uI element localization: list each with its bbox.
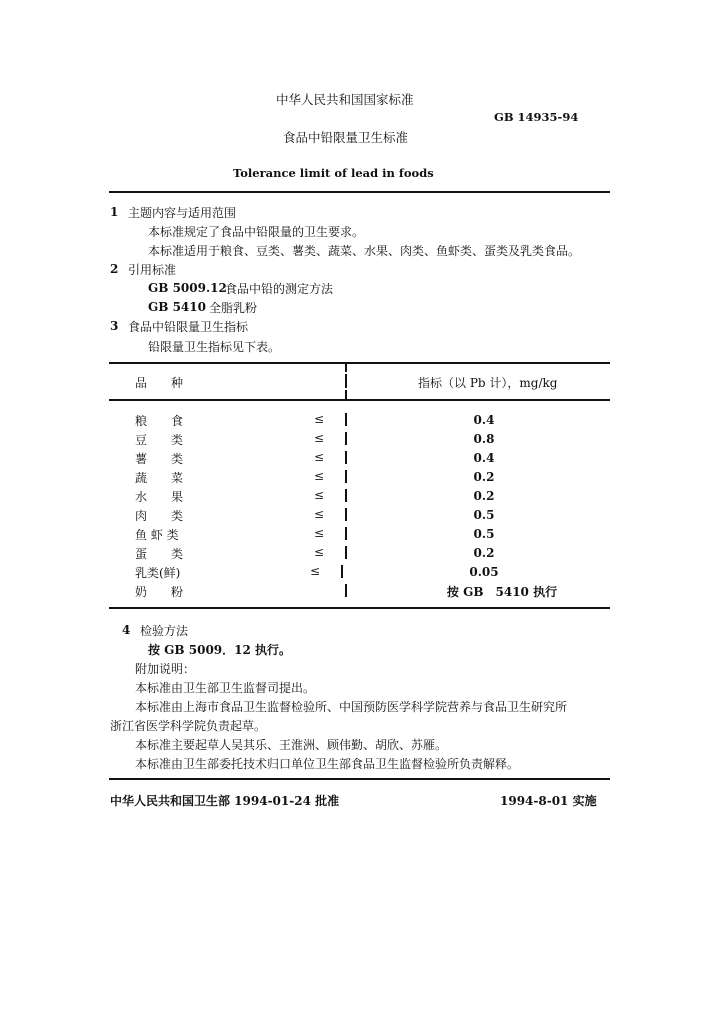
table-row-food: 豆 类 bbox=[135, 433, 184, 447]
table-row-divider bbox=[345, 489, 347, 502]
reference-1-name: 食品中铅的测定方法 bbox=[225, 282, 334, 296]
reference-2-name: 全脂乳粉 bbox=[209, 301, 258, 315]
appendix-note-2-continued: 浙江省医学科学院负责起草。 bbox=[110, 719, 267, 733]
section-4-paragraph: 按 GB 5009．12 执行。 bbox=[148, 643, 292, 657]
reference-1-code: GB 5009.12 bbox=[148, 281, 227, 295]
reference-2-code: GB 5410 bbox=[148, 300, 206, 314]
appendix-note-3: 本标准主要起草人吴其乐、王淮洲、顾伟勤、胡欣、苏雁。 bbox=[135, 738, 448, 752]
table-row-value: 0.2 bbox=[473, 546, 495, 560]
table-header-divider bbox=[345, 374, 347, 388]
table-top-rule bbox=[109, 362, 610, 364]
table-row-operator: ≤ bbox=[314, 507, 325, 521]
table-row-food: 鱼 虾 类 bbox=[135, 528, 179, 542]
section-1-title: 主题内容与适用范围 bbox=[128, 206, 237, 220]
header-rule bbox=[109, 191, 610, 193]
appendix-note-1: 本标准由卫生部卫生监督司提出。 bbox=[135, 681, 316, 695]
table-row-divider bbox=[345, 584, 347, 597]
table-row-divider bbox=[345, 527, 347, 540]
document-title-en: Tolerance limit of lead in foods bbox=[233, 166, 434, 180]
table-row-value: 0.05 bbox=[469, 565, 499, 579]
section-4-number: 4 bbox=[122, 623, 131, 637]
table-header-divider-top bbox=[345, 364, 347, 372]
table-row-divider bbox=[345, 432, 347, 445]
table-row-value: 0.2 bbox=[473, 489, 495, 503]
table-row-food: 蛋 类 bbox=[135, 547, 184, 561]
table-bottom-rule bbox=[109, 607, 610, 609]
table-row-operator: ≤ bbox=[314, 469, 325, 483]
table-row-divider bbox=[345, 508, 347, 521]
table-row-value: 0.4 bbox=[473, 413, 495, 427]
table-row-value: 0.4 bbox=[473, 451, 495, 465]
table-row-operator: ≤ bbox=[314, 450, 325, 464]
table-row-value: 0.8 bbox=[473, 432, 495, 446]
table-row-divider bbox=[341, 565, 343, 578]
approval-statement: 中华人民共和国卫生部 1994-01-24 批准 bbox=[110, 794, 340, 808]
section-2-title: 引用标准 bbox=[128, 263, 177, 277]
table-row-value: 按 GB 5410 执行 bbox=[446, 585, 558, 599]
table-row-food: 乳类(鲜) bbox=[135, 566, 181, 580]
footer-rule bbox=[109, 778, 610, 780]
section-2-number: 2 bbox=[110, 262, 119, 276]
section-1-paragraph-2: 本标准适用于粮食、豆类、薯类、蔬菜、水果、肉类、鱼虾类、蛋类及乳类食品。 bbox=[148, 244, 581, 258]
table-row-operator: ≤ bbox=[314, 488, 325, 502]
table-row-divider bbox=[345, 546, 347, 559]
table-row-food: 粮 食 bbox=[135, 414, 184, 428]
table-row-divider bbox=[345, 451, 347, 464]
section-3-number: 3 bbox=[110, 319, 119, 333]
table-row-operator: ≤ bbox=[314, 526, 325, 540]
table-row-operator: ≤ bbox=[314, 431, 325, 445]
table-header-food-type: 品 种 bbox=[135, 376, 184, 390]
table-row-divider bbox=[345, 470, 347, 483]
section-4-title: 检验方法 bbox=[140, 624, 189, 638]
table-header-rule bbox=[109, 399, 610, 401]
issuer-heading: 中华人民共和国国家标准 bbox=[276, 92, 414, 107]
section-1-number: 1 bbox=[110, 205, 119, 219]
table-row-value: 0.2 bbox=[473, 470, 495, 484]
appendix-note-4: 本标准由卫生部委托技术归口单位卫生部食品卫生监督检验所负责解释。 bbox=[135, 757, 520, 771]
section-1-paragraph-1: 本标准规定了食品中铅限量的卫生要求。 bbox=[148, 225, 365, 239]
section-3-title: 食品中铅限量卫生指标 bbox=[128, 320, 249, 334]
appendix-label: 附加说明： bbox=[135, 662, 196, 676]
table-row-food: 肉 类 bbox=[135, 509, 184, 523]
standard-code: GB 14935-94 bbox=[494, 110, 579, 124]
table-row-divider bbox=[345, 413, 347, 426]
table-row-operator: ≤ bbox=[310, 564, 321, 578]
table-row-value: 0.5 bbox=[473, 508, 495, 522]
table-row-operator: ≤ bbox=[314, 412, 325, 426]
table-row-operator: ≤ bbox=[314, 545, 325, 559]
appendix-note-2: 本标准由上海市食品卫生监督检验所、中国预防医学科学院营养与食品卫生研究所 bbox=[135, 700, 568, 714]
table-header-limit: 指标（以 Pb 计），mg/kg bbox=[418, 376, 558, 390]
section-3-paragraph: 铅限量卫生指标见下表。 bbox=[148, 340, 281, 354]
table-row-food: 蔬 菜 bbox=[135, 471, 184, 485]
effective-date: 1994-8-01 实施 bbox=[500, 794, 597, 808]
table-row-food: 薯 类 bbox=[135, 452, 184, 466]
table-row-value: 0.5 bbox=[473, 527, 495, 541]
table-row-food: 奶 粉 bbox=[135, 585, 184, 599]
table-row-food: 水 果 bbox=[135, 490, 184, 504]
document-title-cn: 食品中铅限量卫生标准 bbox=[283, 130, 409, 145]
